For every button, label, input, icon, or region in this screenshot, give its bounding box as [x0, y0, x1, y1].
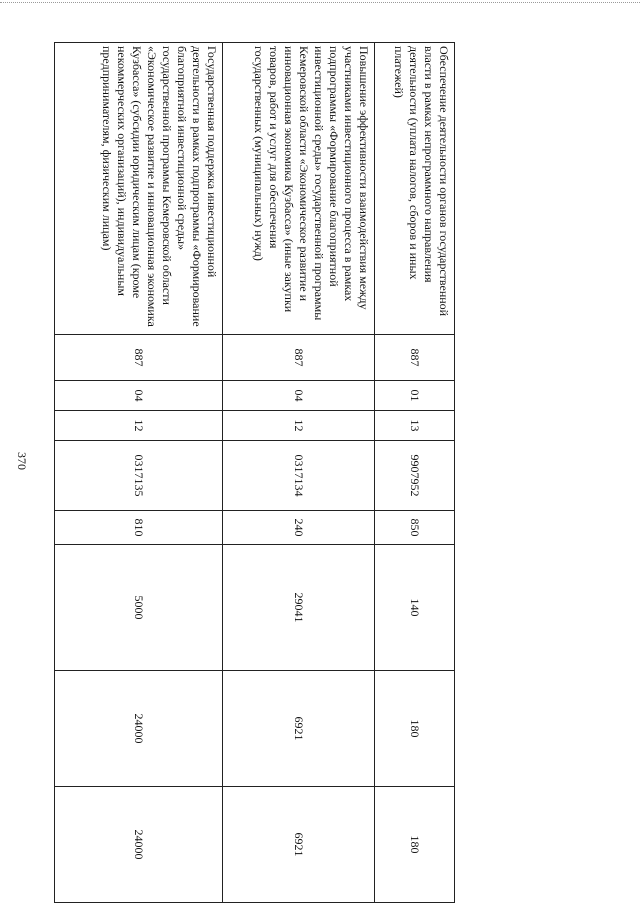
code-cell: 240	[223, 511, 375, 545]
value-cell: 6921	[223, 671, 375, 787]
table-row	[223, 43, 375, 903]
value-cell: 5000	[55, 545, 223, 671]
code-cell: 887	[375, 335, 455, 381]
code-cell: 9907952	[375, 441, 455, 511]
value-cell: 180	[375, 787, 455, 903]
code-cell: 0317135	[55, 441, 223, 511]
code-cell: 04	[223, 381, 375, 411]
row-name: Обеспечение деятельности органов государственной власти в рамках непрограммного направления деятельности (уплата налогов, сборов и иных платежей)	[375, 43, 455, 335]
code-cell: 13	[375, 411, 455, 441]
value-cell: 24000	[55, 787, 223, 903]
value-cell: 180	[375, 671, 455, 787]
table-row	[55, 43, 223, 903]
budget-table	[54, 42, 455, 903]
code-cell: 0317134	[223, 441, 375, 511]
value-cell: 140	[375, 545, 455, 671]
code-cell: 12	[223, 411, 375, 441]
scan-edge-line	[0, 2, 640, 3]
code-cell: 887	[55, 335, 223, 381]
table-row	[375, 43, 455, 903]
code-cell: 887	[223, 335, 375, 381]
code-cell: 01	[375, 381, 455, 411]
value-cell: 6921	[223, 787, 375, 903]
code-cell: 810	[55, 511, 223, 545]
value-cell: 29041	[223, 545, 375, 671]
page-number: 370	[15, 452, 29, 470]
rotated-budget-table	[55, 42, 455, 902]
row-name: Повышение эффективности взаимодействия между участниками инвестиционного процесса в рамках подпрограммы «Формирование благоприятной инвестиционной среды» государственной программы Кемеровской области «Экономическое развитие и инновационная экономика Кузбасса» (иные закупки товаров, работ и услуг для обеспечения государственных (муниципальных) нужд)	[223, 43, 375, 335]
row-name: Государственная поддержка инвестиционной деятельности в рамках подпрограммы «Формирование благоприятной инвестиционной среды» государственной программы Кемеровской области «Экономическое развитие и инновационная экономика Кузбасса» (субсидии юридическим лицам (кроме некоммерческих организаций), индивидуальным предпринимателям, физическим лицам)	[55, 43, 223, 335]
code-cell: 850	[375, 511, 455, 545]
value-cell: 24000	[55, 671, 223, 787]
code-cell: 12	[55, 411, 223, 441]
code-cell: 04	[55, 381, 223, 411]
